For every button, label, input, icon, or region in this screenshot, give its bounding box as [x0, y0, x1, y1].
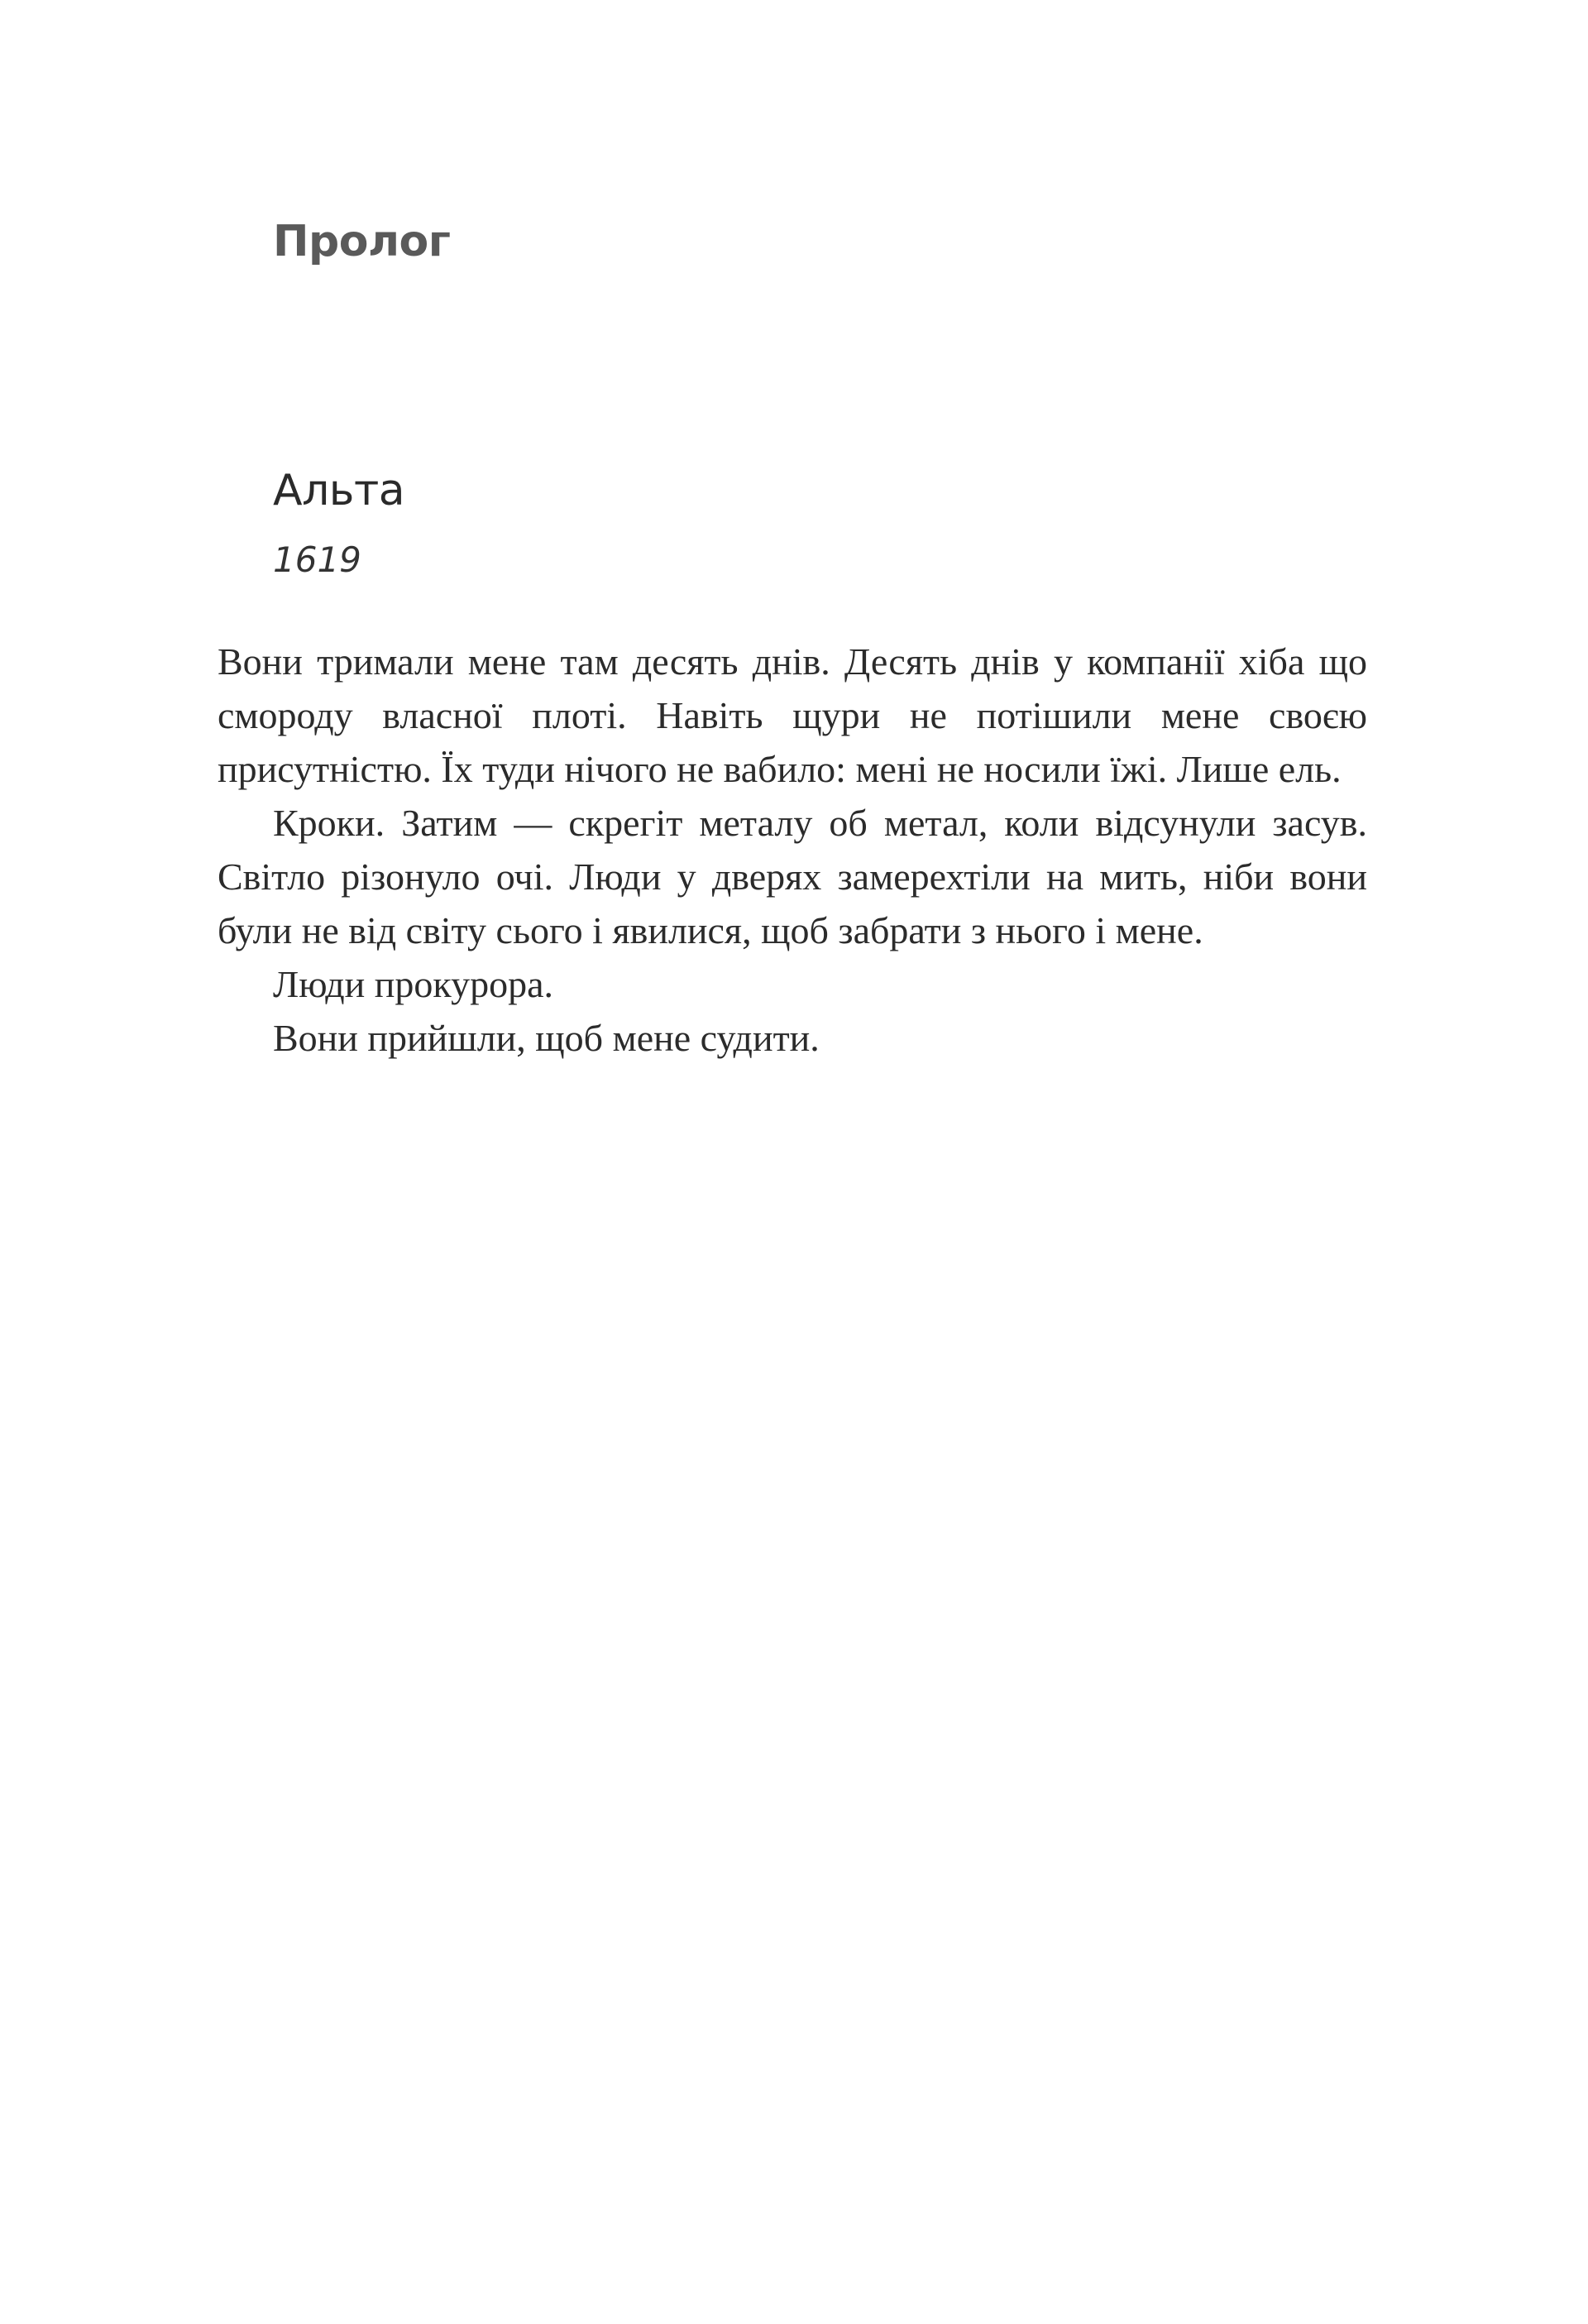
section-title: Альта	[273, 466, 405, 515]
paragraph: Вони тримали мене там десять днів. Десять днів у компанії хіба що смороду власної плоті. Навіть щури не потішили мене своєю присутністю. Їх туди нічого не вабило: мені не носили їжі. Лише ель.	[218, 640, 1367, 790]
paragraph: Кроки. Затим — скрегіт металу об метал, коли відсунули засув. Світло різонуло очі. Люди у дверях замерехтіли на мить, ніби вони були не від світу сього і явилися, щоб забрати з нього і мене.	[218, 802, 1367, 951]
paragraph: Вони прийшли, щоб мене судити.	[273, 1017, 820, 1059]
section-year: 1619	[273, 539, 361, 580]
body-text	[218, 635, 1367, 1065]
paragraph: Люди прокурора.	[273, 963, 553, 1005]
chapter-title: Пролог	[273, 217, 451, 266]
